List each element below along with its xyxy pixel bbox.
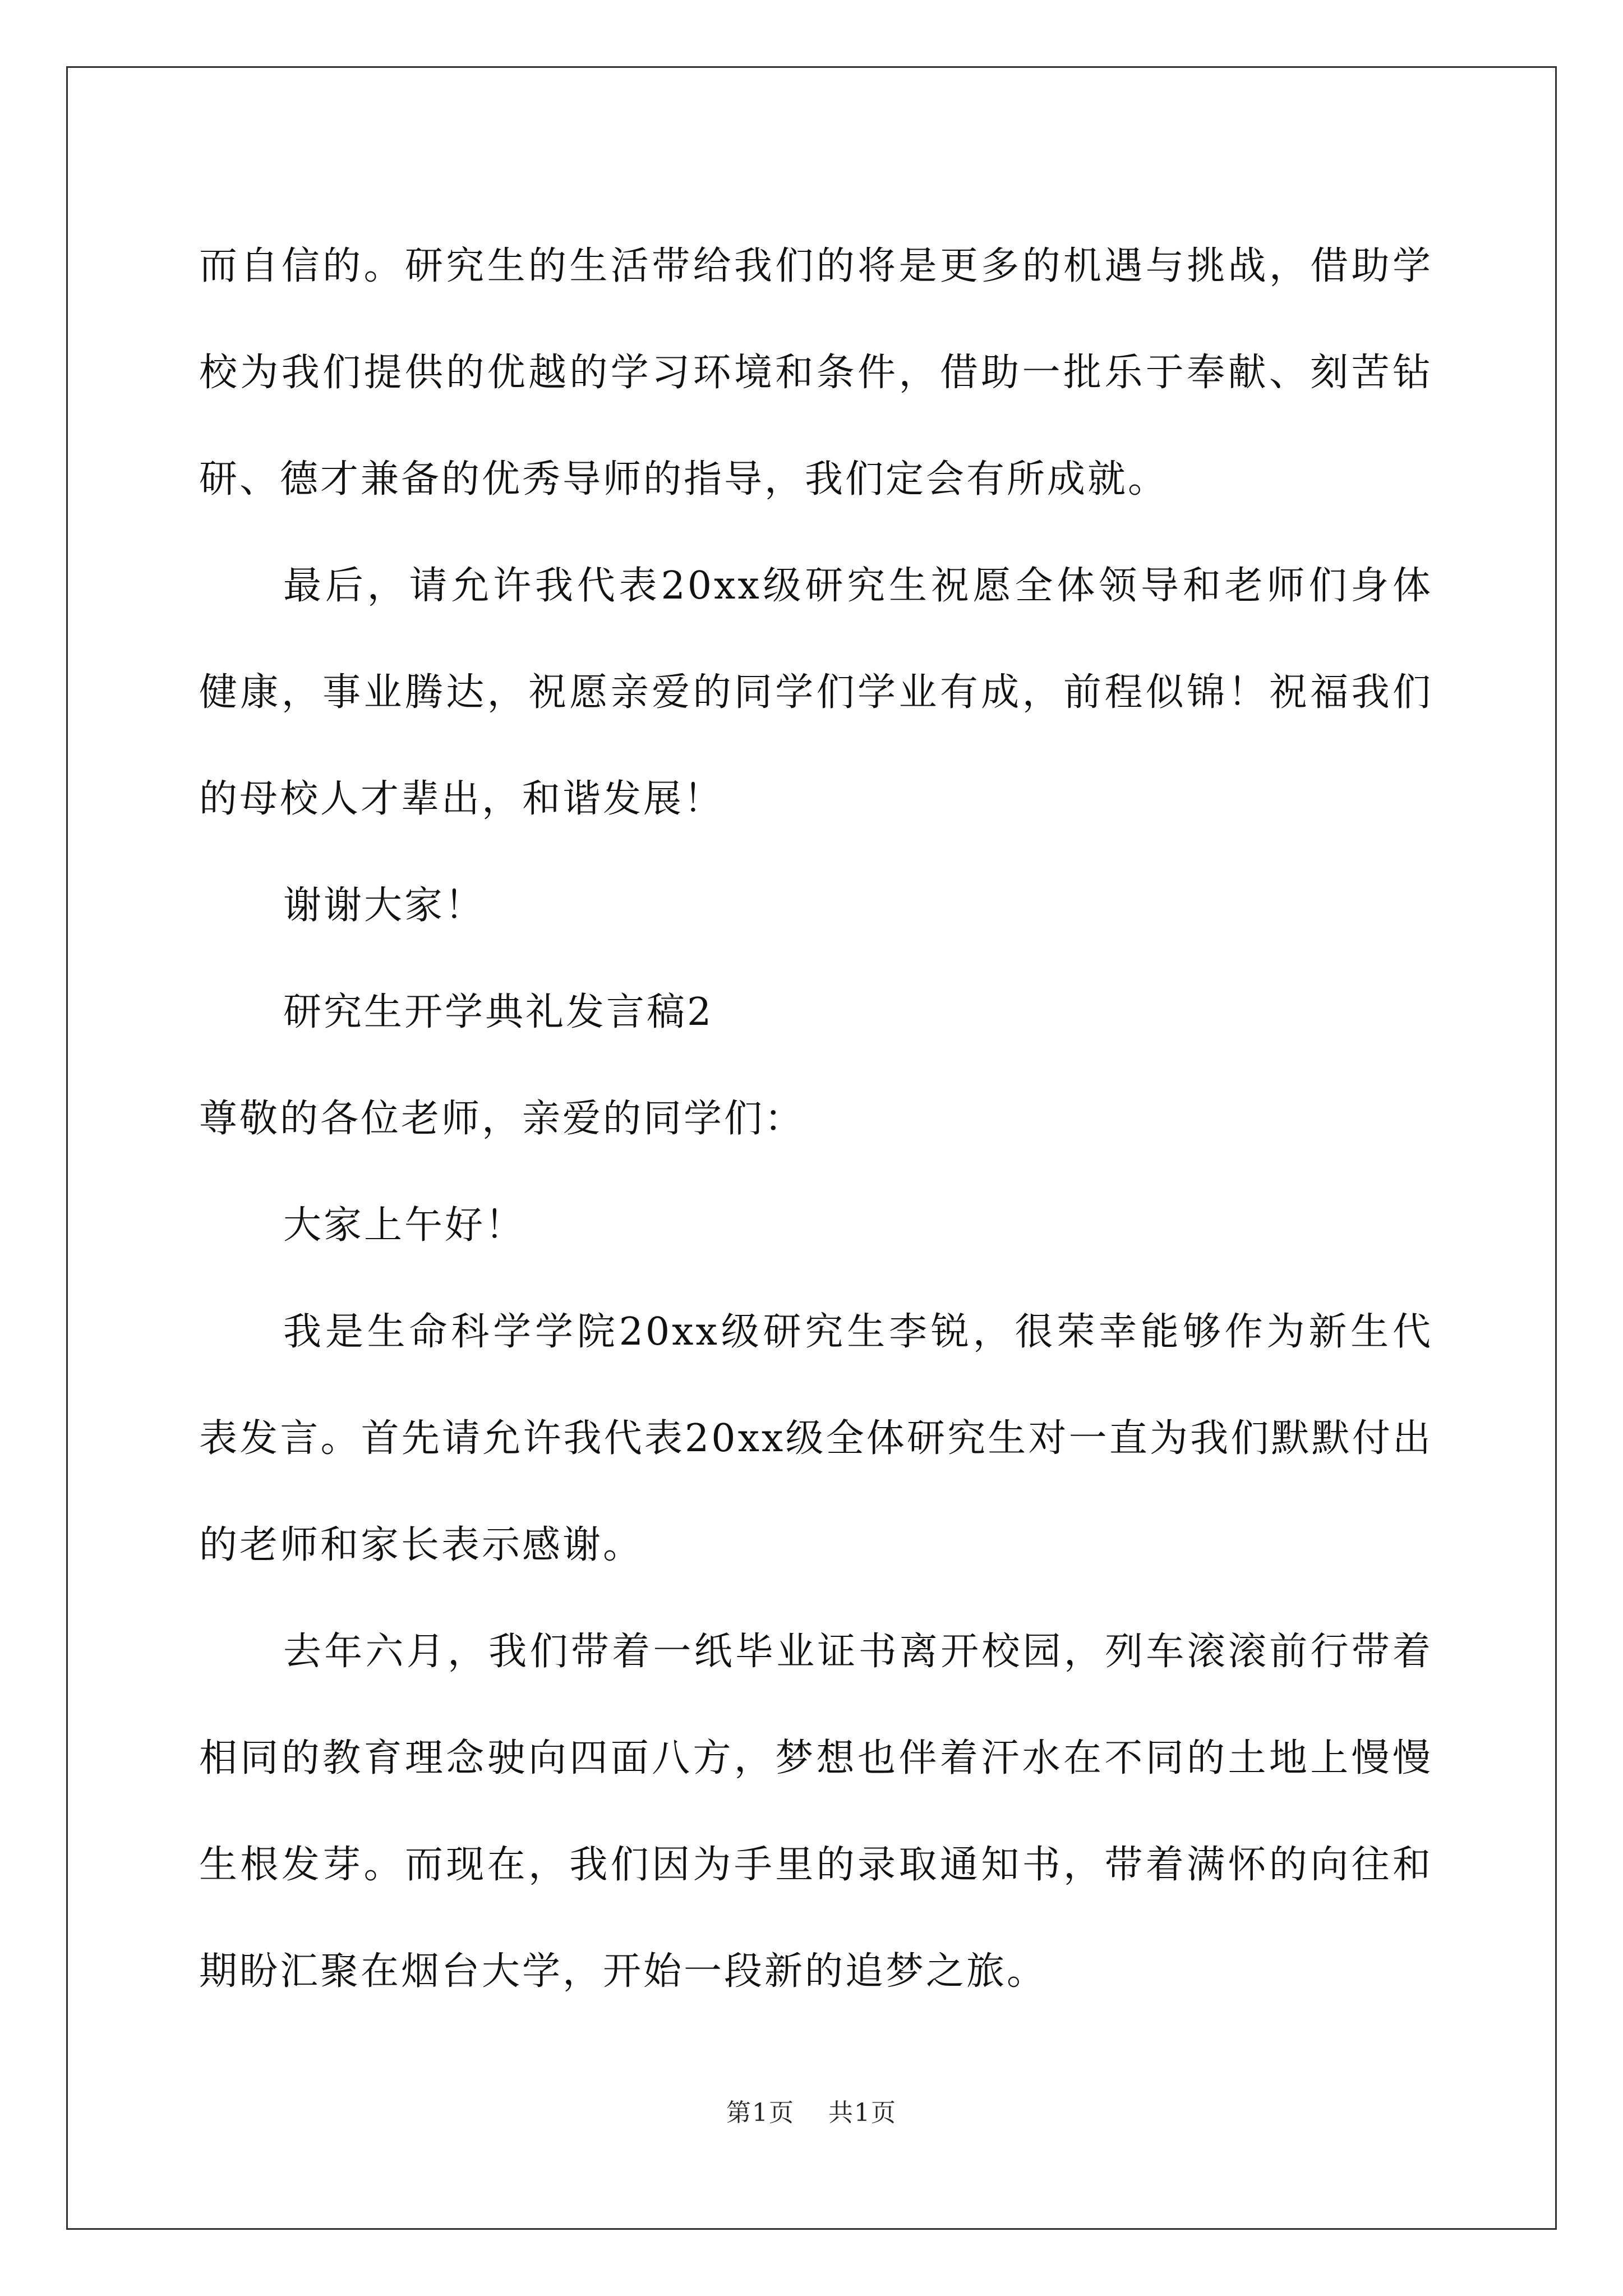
paragraph-last: 去年六月，我们带着一纸毕业证书离开校园，列车滚滚前行带着相同的教育理念驶向四面八方，梦想也伴着汗水在不同的土地上慢慢生根发芽。而现在，我们因为手里的录取通知书，带着满怀的向往和期盼汇聚在烟台大学，开始一段新的追梦之旅。 <box>199 1630 1433 1994</box>
paragraph-2: 最后，请允许我代表20xx级研究生祝愿全体领导和老师们身体健康，事业腾达，祝愿亲爱的同学们学业有成，前程似锦！祝福我们的母校人才辈出，和谐发展！ <box>199 564 1433 821</box>
page-number: 第1页 <box>726 2099 795 2127</box>
paragraph-1: 而自信的。研究生的生活带给我们的将是更多的机遇与挑战，借助学校为我们提供的优越的学习环境和条件，借助一批乐于奉献、刻苦钻研、德才兼备的优秀导师的指导，我们定会有所成就。 <box>199 244 1433 501</box>
section-title: 研究生开学典礼发言稿2 <box>283 990 714 1034</box>
page-total: 共1页 <box>828 2099 897 2127</box>
paragraph-greeting: 大家上午好！ <box>283 1203 526 1248</box>
paragraph-3: 谢谢大家！ <box>283 884 486 928</box>
salutation: 尊敬的各位老师，亲爱的同学们： <box>199 1097 805 1141</box>
paragraph-intro: 我是生命科学学院20xx级研究生李锐，很荣幸能够作为新生代表发言。首先请允许我代表20xx级全体研究生对一直为我们默默付出的老师和家长表示感谢。 <box>199 1310 1433 1567</box>
document-body <box>199 213 1433 2025</box>
page-footer <box>0 2092 1623 2128</box>
